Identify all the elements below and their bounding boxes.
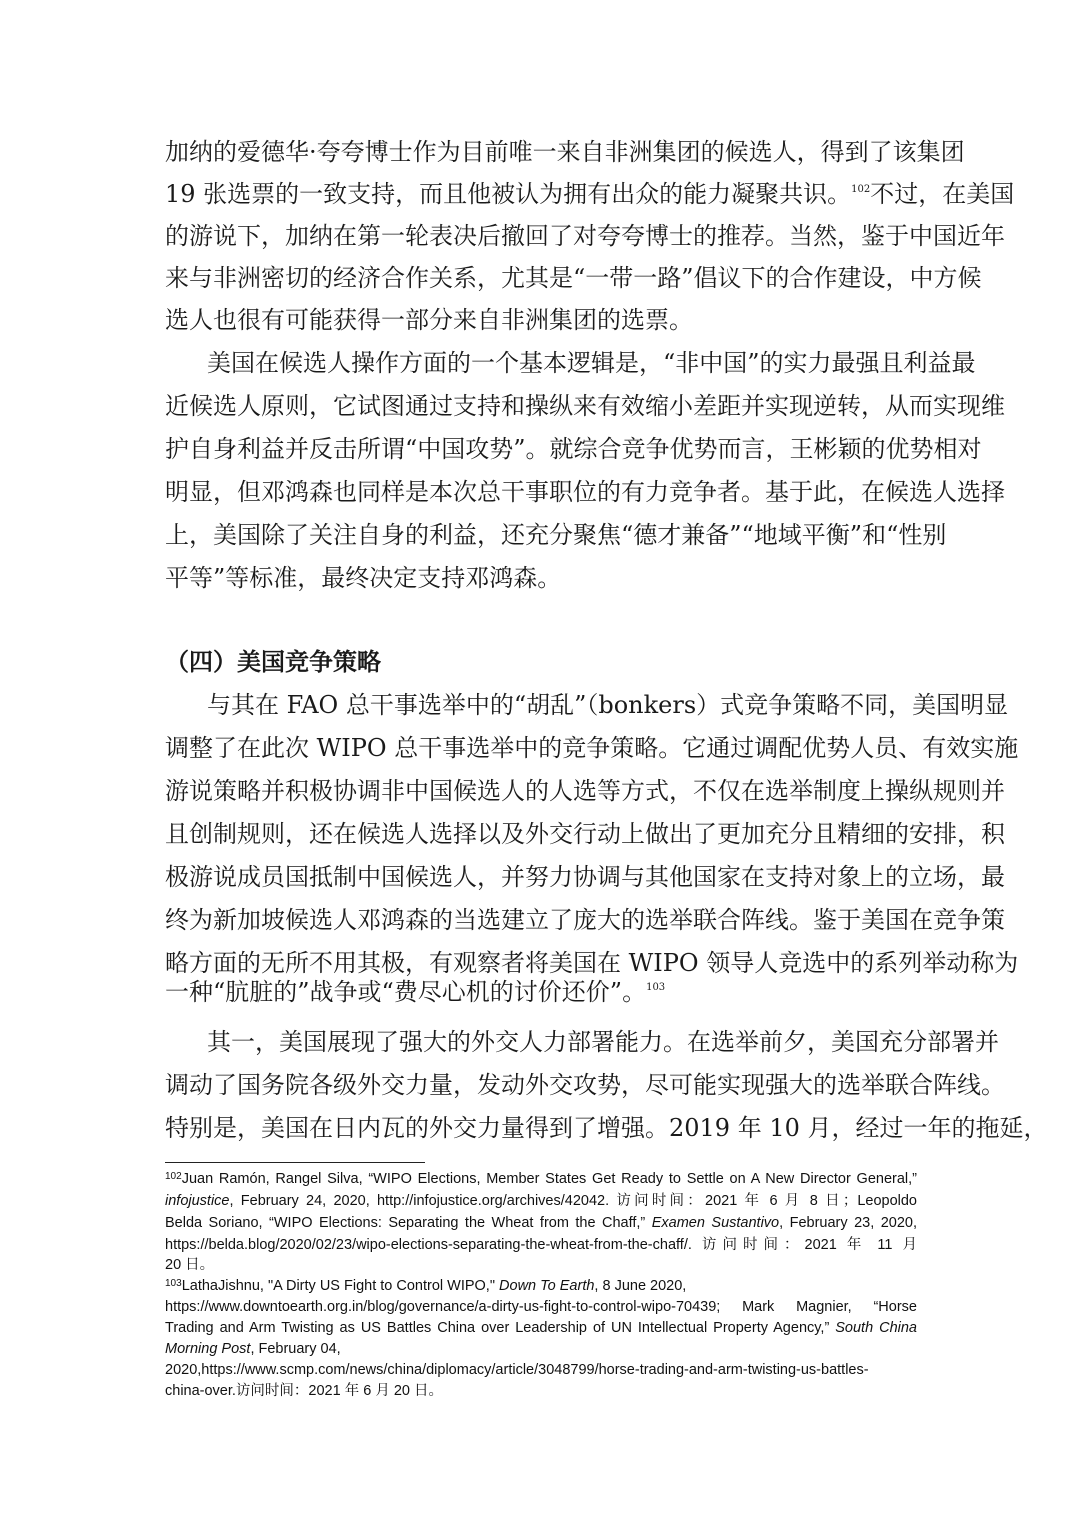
footnote-103-line[interactable]: https://www.downtoearth.org.in/blog/governance/a-dirty-us-fight-to-control-wipo-70439; Mark Magnier, “Horse bbox=[165, 1299, 917, 1315]
footnote-102-line bbox=[165, 1191, 917, 1212]
footnote-102-line[interactable]: https://belda.blog/2020/02/23/wipo-elections-separating-the-wheat-from-the-chaff/. 访问时间：2021 年 11 月 bbox=[165, 1237, 917, 1253]
body-line: 略方面的无所不用其极，有观察者将美国在 WIPO 领导人竞选中的系列举动称为 bbox=[165, 949, 1019, 977]
footnote-number-102: 102 bbox=[165, 1171, 182, 1182]
body-line: 美国在候选人操作方面的一个基本逻辑是，“非中国”的实力最强且利益最 bbox=[207, 349, 976, 377]
body-line: 近候选人原则，它试图通过支持和操纵来有效缩小差距并实现逆转，从而实现维 bbox=[165, 392, 1005, 420]
footnote-divider bbox=[165, 1162, 425, 1163]
body-line: 来与非洲密切的经济合作关系，尤其是“一带一路”倡议下的合作建设，中方候 bbox=[165, 264, 982, 292]
body-line: 极游说成员国抵制中国候选人，并努力协调与其他国家在支持对象上的立场，最 bbox=[165, 863, 1005, 891]
body-line: 游说策略并积极协调非中国候选人的人选等方式，不仅在选举制度上操纵规则并 bbox=[165, 777, 1005, 805]
body-line: 调动了国务院各级外交力量，发动外交攻势，尽可能实现强大的选举联合阵线。 bbox=[165, 1071, 1005, 1099]
body-line: 调整了在此次 WIPO 总干事选举中的竞争策略。它通过调配优势人员、有效实施 bbox=[165, 734, 1019, 762]
footnote-text: LathaJishnu, "A Dirty US Fight to Control WIPO," bbox=[181, 1278, 500, 1294]
footnote-source-title: Morning Post bbox=[165, 1341, 251, 1357]
footnote-102-line bbox=[165, 1169, 917, 1190]
body-line: 其一，美国展现了强大的外交人力部署能力。在选举前夕，美国充分部署并 bbox=[207, 1028, 999, 1056]
footnote-102-line: 20 日。 bbox=[165, 1257, 215, 1273]
footnote-103-line[interactable]: 2020,https://www.scmp.com/news/china/diplomacy/article/3048799/horse-trading-and-arm-twisting-us-battles- bbox=[165, 1362, 869, 1378]
footnote-103-line: china-over.访问时间：2021 年 6 月 20 日。 bbox=[165, 1383, 444, 1399]
footnote-ref-103[interactable]: 103 bbox=[646, 982, 666, 993]
footnote-102-line bbox=[165, 1213, 917, 1234]
body-line: 与其在 FAO 总干事选举中的“胡乱”（bonkers）式竞争策略不同，美国明显 bbox=[207, 691, 1009, 719]
footnote-source-title: Down To Earth bbox=[499, 1278, 595, 1294]
footnote-source-title: South China bbox=[835, 1320, 917, 1336]
footnote-103-line bbox=[165, 1339, 917, 1360]
section-heading: （四）美国竞争策略 bbox=[165, 647, 381, 676]
body-line: 的游说下，加纳在第一轮表决后撤回了对夸夸博士的推荐。当然，鉴于中国近年 bbox=[165, 222, 1005, 250]
footnote-text: , February 23, 2020, bbox=[779, 1215, 918, 1231]
body-line bbox=[165, 174, 1015, 214]
body-line: 上，美国除了关注自身的利益，还充分聚焦“德才兼备”“地域平衡”和“性别 bbox=[165, 521, 947, 549]
body-line: 明显，但邓鸿森也同样是本次总干事职位的有力竞争者。基于此，在候选人选择 bbox=[165, 478, 1005, 506]
footnote-text: Trading and Arm Twisting as US Battles China over Leadership of UN Intellectual Property Agency,” bbox=[165, 1320, 836, 1336]
footnote-103-line bbox=[165, 1276, 917, 1297]
footnote-text: , 8 June 2020, bbox=[594, 1278, 687, 1294]
body-text: 一种“肮脏的”战争或“费尽心机的讨价还价”。 bbox=[165, 978, 647, 1006]
body-line: 护自身利益并反击所谓“中国攻势”。就综合竞争优势而言，王彬颖的优势相对 bbox=[165, 435, 982, 463]
body-line: 终为新加坡候选人邓鸿森的当选建立了庞大的选举联合阵线。鉴于美国在竞争策 bbox=[165, 906, 1005, 934]
footnote-ref-102[interactable]: 102 bbox=[851, 184, 871, 195]
footnote-source-title: infojustice bbox=[165, 1193, 230, 1209]
body-line: 特别是，美国在日内瓦的外交力量得到了增强。2019 年 10 月，经过一年的拖延， bbox=[165, 1114, 1048, 1142]
footnote-number-103: 103 bbox=[165, 1278, 182, 1289]
footnote-source-title: Examen Sustantivo bbox=[651, 1215, 780, 1231]
footnote-text[interactable]: , February 24, 2020, http://infojustice.org/archives/42042. 访问时间：2021 年 6 月 8 日；Leopoldo bbox=[229, 1193, 917, 1209]
footnote-text: , February 04, bbox=[250, 1341, 341, 1357]
footnote-text: Juan Ramón, Rangel Silva, “WIPO Elections, Member States Get Ready to Settle on A New Director General,” bbox=[181, 1171, 917, 1187]
body-text: 19 张选票的一致支持，而且他被认为拥有出众的能力凝聚共识。 bbox=[165, 180, 852, 208]
body-line bbox=[165, 972, 917, 1012]
body-line: 平等”等标准，最终决定支持邓鸿森。 bbox=[165, 564, 562, 592]
body-line: 且创制规则，还在候选人选择以及外交行动上做出了更加充分且精细的安排，积 bbox=[165, 820, 1005, 848]
body-line: 选人也很有可能获得一部分来自非洲集团的选票。 bbox=[165, 306, 693, 334]
footnote-103-line bbox=[165, 1318, 917, 1339]
footnote-text: Belda Soriano, “WIPO Elections: Separating the Wheat from the Chaff,” bbox=[165, 1215, 652, 1231]
body-text: 不过，在美国 bbox=[870, 180, 1015, 208]
body-line: 加纳的爱德华·夸夸博士作为目前唯一来自非洲集团的候选人，得到了该集团 bbox=[165, 138, 965, 166]
